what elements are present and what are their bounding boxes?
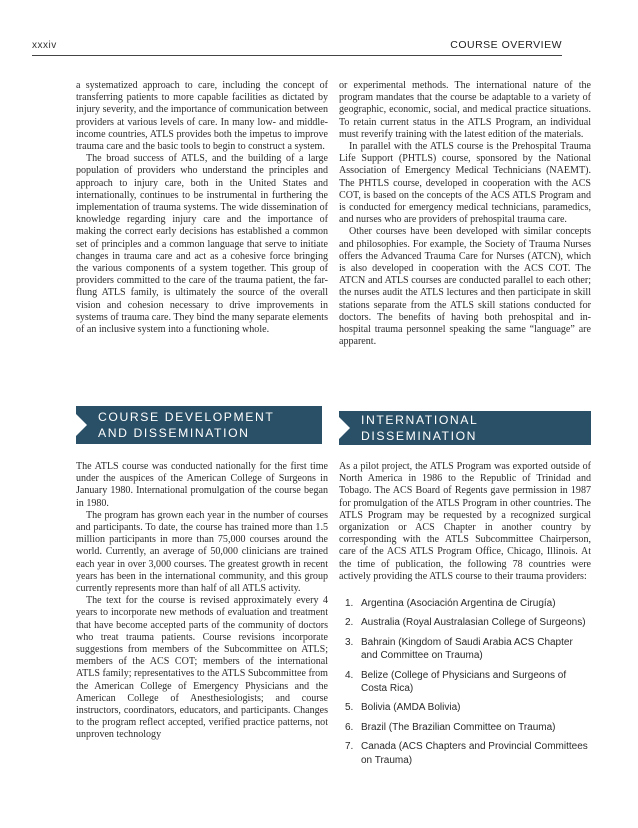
page-number: xxxiv <box>32 40 57 51</box>
paragraph: The ATLS course was conducted nationally for the first time under the auspices of the American College of Surgeons in January 1980. International promulgation of the course began in 1980. <box>76 461 328 509</box>
left-column-top <box>76 80 328 336</box>
list-item: 5. Bolivia (AMDA Bolivia) <box>345 702 461 714</box>
left-column-bottom <box>76 461 328 742</box>
paragraph: The program has grown each year in the number of courses and participants. To date, the course has trained more than 1.5 million participants in more than 75,000 courses around the world. Currently, an average of 50,000 clinicians are trained each year in over 3,000 courses. The greatest growth in recent years has been in the international community, and this group currently represents more than half of all ATLS activity. <box>76 509 328 595</box>
paragraph: In parallel with the ATLS course is the Prehospital Trauma Life Support (PHTLS) course, sponsored by the National Association of Emergency Medical Technicians (NAEMT). The PHTLS course, developed in cooperation with the ACS COT, is based on the concepts of the ACS ATLS Program and is conducted for emergency medical technicians, paramedics, and nurses who are providers of prehospital trauma care. <box>339 141 591 226</box>
right-column-top <box>339 80 591 348</box>
paragraph: or experimental methods. The international nature of the program mandates that the course be adaptable to a variety of geographic, economic, social, and medical practice situations. To retain current status in the ATLS Program, an individual must reverify training with the latest edition of the materials. <box>339 80 591 140</box>
paragraph: a systematized approach to care, including the concept of transferring patients to more capable facilities as dictated by injury severity, and the importance of communication between providers at various levels of care. In many low- and middle-income countries, ATLS provides both the impetus to improve trauma care and the basic tools to begin to construct a system. <box>76 80 328 153</box>
paragraph: The broad success of ATLS, and the building of a large population of providers who understand the principles and approach to injury care, both in the United States and internationally, continues to be instrumental in furthering the implementation of trauma systems. The wide dissemination of knowledge regarding injury care and the importance of making the correct early decisions has established a common set of principles and a common language that serve to initiate changes in trauma care and act as a cohesive force bringing the various components of a system together. This group of providers committed to the care of the trauma patient, the far-flung ATLS family, is ultimately the source of the overall vision and cohesion necessary to drive improvements in systems of trauma care. They bind the many separate elements of an inclusive system into a functioning whole. <box>76 153 328 336</box>
section-banner-course-development <box>76 406 322 444</box>
list-item: 4. Belize (College of Physicians and Surgeons of Costa Rica) <box>345 669 567 695</box>
section-banner-international-dissemination <box>339 411 591 445</box>
section-heading: INTERNATIONAL DISSEMINATION <box>361 413 478 443</box>
section-heading: COURSE DEVELOPMENT AND DISSEMINATION <box>98 410 275 440</box>
paragraph: The text for the course is revised approximately every 4 years to incorporate new methods of evaluation and treatment that have become accepted parts of the community of doctors who treat trauma patients. Course revisions incorporate suggestions from members of the Subcommittee on ATLS; members of the ACS COT; members of the international ATLS family; representatives to the ATLS Subcommittee from the American College of Emergency Physicians and the American College of Anesthesiologists; and course instructors, coordinators, educators, and participants. Changes to the program reflect accepted, verified practice patterns, not unproven technology <box>76 595 328 741</box>
list-item: 2. Australia (Royal Australasian College of Surgeons) <box>345 617 586 629</box>
list-item: 3. Bahrain (Kingdom of Saudi Arabia ACS Chapter and Committee on Trauma) <box>345 636 573 662</box>
banner-arrow-icon <box>76 414 87 436</box>
running-header-title: COURSE OVERVIEW <box>450 39 562 51</box>
list-item: 6. Brazil (The Brazilian Committee on Trauma) <box>345 721 556 733</box>
right-column-bottom <box>339 461 591 773</box>
list-item: 7. Canada (ACS Chapters and Provincial Committees on Trauma) <box>345 741 588 766</box>
paragraph: As a pilot project, the ATLS Program was exported outside of North America in 1986 to the Republic of Trinidad and Tobago. The ACS Board of Regents gave permission in 1987 for promulgation of the ATLS Program in other countries. The ATLS Program may be requested by a recognized surgical organization or ACS Chapter in another country by corresponding with the ATLS Subcommittee Chairperson, care of the ACS ATLS Program Office, Chicago, Illinois. At the time of publication, the following 78 countries were actively providing the ATLS course to their trauma providers: <box>339 461 591 582</box>
header-rule <box>32 55 562 56</box>
paragraph: Other courses have been developed with similar concepts and philosophies. For example, the Society of Trauma Nurses offers the Advanced Trauma Care for Nurses (ATCN), which is also developed in cooperation with the ACS COT. The ATCN and ATLS courses are conducted parallel to each other; the nurses audit the ATLS lectures and then participate in skill stations separate from the ATLS skill stations conducted for doctors. The benefits of having both prehospital and in-hospital trauma personnel speaking the same “language” are apparent. <box>339 226 591 348</box>
list-item: 1. Argentina (Asociación Argentina de Cirugía) <box>345 598 556 610</box>
country-list <box>345 597 591 767</box>
banner-arrow-icon <box>339 417 350 439</box>
